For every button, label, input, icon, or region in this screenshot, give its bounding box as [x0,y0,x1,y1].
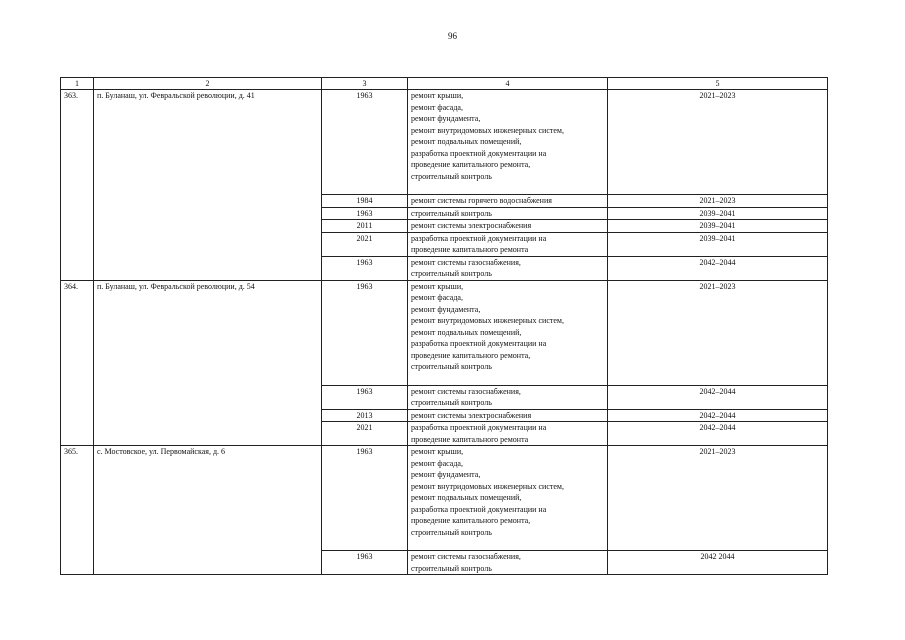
year-cell: 1963 [322,90,408,195]
work-type-cell [408,551,608,575]
column-header: 4 [408,78,608,90]
work-line: проведение капитального ремонта, [411,160,531,169]
cell-spacer [411,538,604,550]
page-number: 96 [448,31,457,41]
period-cell: 2021–2023 [608,90,828,195]
work-line: ремонт внутридомовых инженерных систем, [411,125,564,135]
work-line: ремонт крыши, [411,91,464,100]
cell-spacer [411,373,604,385]
work-line: строительный контроль [411,171,492,181]
year-cell: 1963 [322,385,408,409]
work-line: ремонт подвальных помещений, [411,493,522,502]
work-line: строительный контроль [411,563,492,573]
work-type-cell [408,280,608,385]
work-line: ремонт фасада, [411,458,463,468]
work-type-cell [408,232,608,256]
work-line: строительный контроль [411,362,492,371]
work-line: ремонт подвальных помещений, [411,327,522,337]
year-cell: 1963 [322,446,408,551]
work-line: ремонт фундамента, [411,114,481,123]
address-cell: с. Мостовское, ул. Первомайская, д. 6 [94,446,322,575]
year-cell: 2011 [322,220,408,233]
work-line: разработка проектной документации на [411,233,547,243]
period-cell: 2039–2041 [608,207,828,220]
work-line: ремонт системы газоснабжения, [411,257,521,267]
period-cell: 2042–2044 [608,256,828,280]
work-line: проведение капитального ремонта, [411,516,531,525]
work-line: ремонт фундамента, [411,304,481,314]
column-header: 1 [61,78,94,90]
year-cell: 2021 [322,232,408,256]
work-line: ремонт подвальных помещений, [411,137,522,146]
work-line: ремонт системы горячего водоснабжения [411,196,552,205]
work-line: строительный контроль [411,208,492,218]
work-line: проведение капитального ремонта, [411,350,531,360]
period-cell: 2042–2044 [608,409,828,422]
work-type-cell [408,385,608,409]
work-type-cell [408,409,608,422]
header-row [61,78,828,90]
work-line: разработка проектной документации на [411,423,547,432]
work-type-cell [408,422,608,446]
year-cell: 2021 [322,422,408,446]
work-line: ремонт системы газоснабжения, [411,386,521,396]
work-line: разработка проектной документации на [411,148,547,158]
year-cell: 1984 [322,195,408,208]
period-cell: 2042 2044 [608,551,828,575]
work-line: строительный контроль [411,398,492,407]
work-type-cell [408,256,608,280]
work-line: ремонт фасада, [411,102,463,112]
column-header: 2 [94,78,322,90]
column-header: 3 [322,78,408,90]
row-number: 363. [61,90,94,281]
period-cell: 2039–2041 [608,232,828,256]
work-type-cell [408,90,608,195]
work-line: проведение капитального ремонта [411,434,529,444]
year-cell: 2013 [322,409,408,422]
year-cell: 1963 [322,280,408,385]
cell-spacer [411,182,604,194]
work-type-cell [408,195,608,208]
work-line: ремонт фундамента, [411,470,481,479]
row-number: 365. [61,446,94,575]
work-line: разработка проектной документации на [411,504,547,514]
address-cell: п. Буланаш, ул. Февральской революции, д. 54 [94,280,322,446]
year-cell: 1963 [322,207,408,220]
work-line: разработка проектной документации на [411,339,547,348]
capital-repair-table [60,77,828,575]
period-cell: 2021–2023 [608,195,828,208]
work-line: ремонт внутридомовых инженерных систем, [411,316,564,325]
address-cell: п. Буланаш, ул. Февральской революции, д. 41 [94,90,322,281]
period-cell: 2042–2044 [608,385,828,409]
period-cell: 2039–2041 [608,220,828,233]
work-type-cell [408,446,608,551]
table-row [61,90,828,195]
work-line: строительный контроль [411,269,492,278]
period-cell: 2021–2023 [608,280,828,385]
year-cell: 1963 [322,551,408,575]
table-row [61,280,828,385]
work-type-cell [408,207,608,220]
work-line: ремонт системы электроснабжения [411,410,532,420]
period-cell: 2021–2023 [608,446,828,551]
work-line: ремонт системы газоснабжения, [411,552,521,561]
work-line: ремонт фасада, [411,293,463,302]
work-line: ремонт крыши, [411,447,464,456]
year-cell: 1963 [322,256,408,280]
work-type-cell [408,220,608,233]
work-line: проведение капитального ремонта [411,245,529,254]
work-line: строительный контроль [411,527,492,537]
table-row [61,446,828,551]
work-line: ремонт крыши, [411,281,464,291]
column-header: 5 [608,78,828,90]
row-number: 364. [61,280,94,446]
work-line: ремонт внутридомовых инженерных систем, [411,481,564,491]
work-line: ремонт системы электроснабжения [411,221,532,230]
period-cell: 2042–2044 [608,422,828,446]
